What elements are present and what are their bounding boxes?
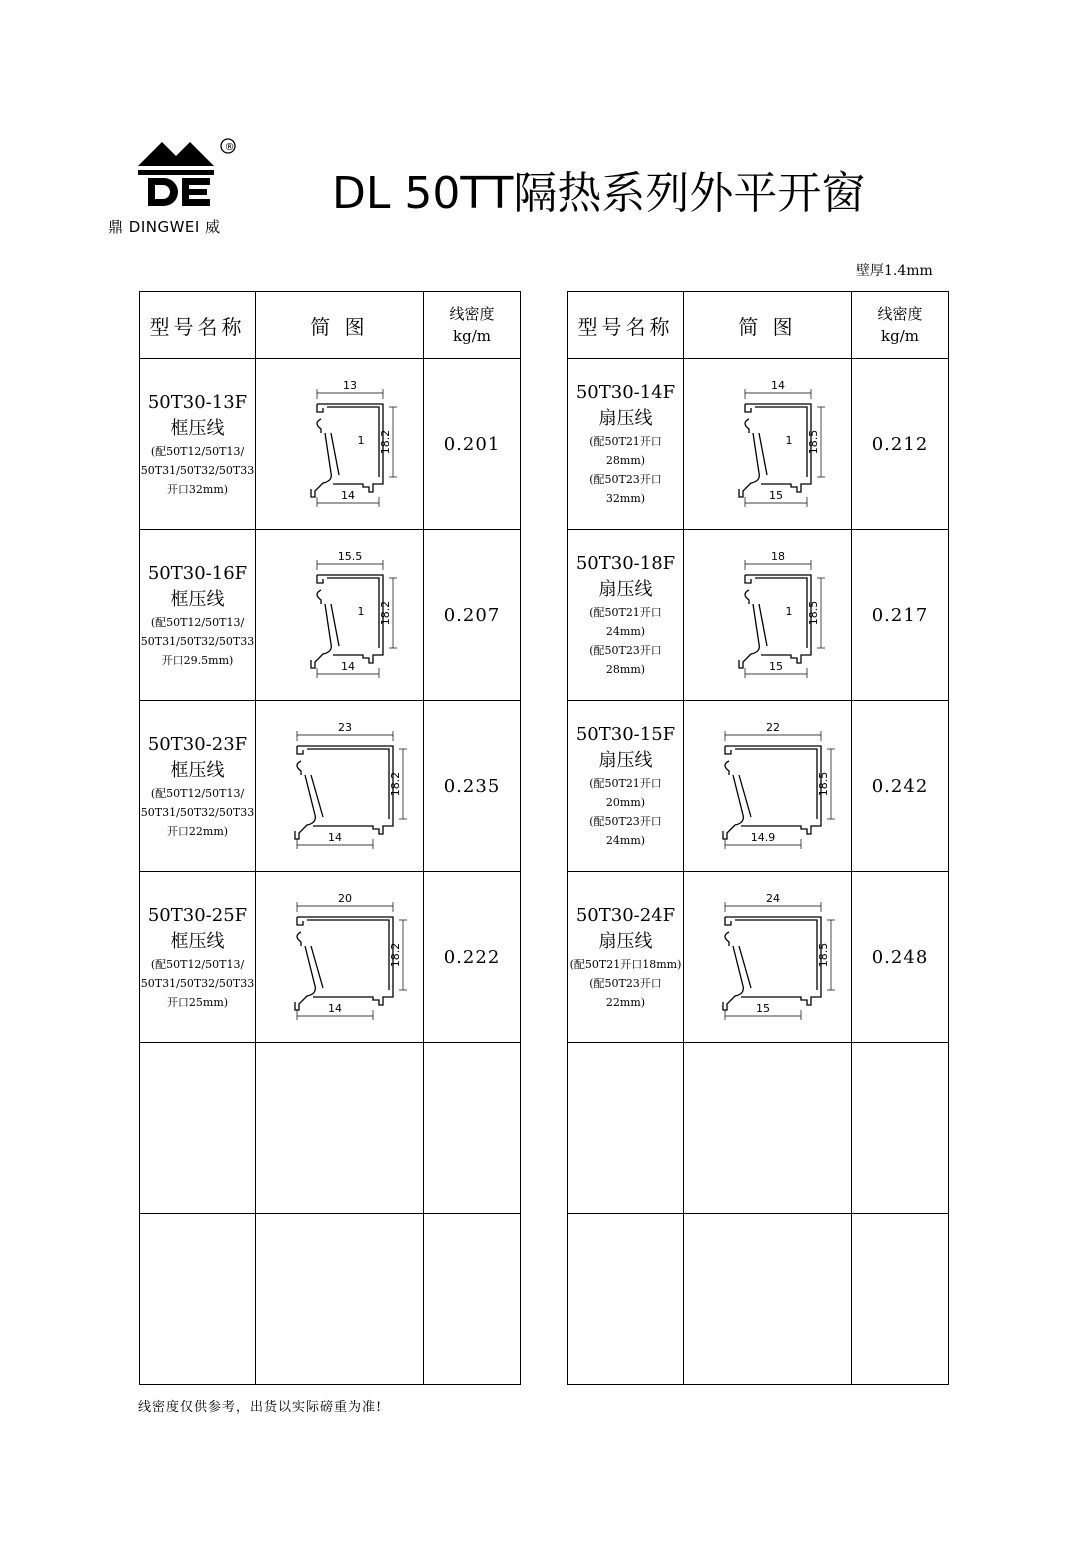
diagram-cell — [256, 1214, 424, 1385]
table-row — [140, 1043, 521, 1214]
density-cell — [424, 359, 521, 530]
header-model: 型号名称 — [140, 292, 256, 359]
diagram-cell — [684, 701, 852, 872]
dimension-top-label: 24 — [765, 892, 780, 905]
model-cell — [568, 359, 684, 530]
profile-name: 框压线 — [170, 930, 225, 952]
svg-text:®: ® — [224, 142, 235, 153]
density-cell — [852, 530, 949, 701]
profile-diagram — [693, 711, 843, 861]
model-cell — [140, 1214, 256, 1385]
dimension-height-label: 18.5 — [816, 771, 830, 797]
density-cell — [852, 701, 949, 872]
diagram-cell — [684, 1043, 852, 1214]
table-row — [140, 530, 521, 701]
profile-table-left — [139, 291, 521, 1385]
footer-note: 线密度仅供参考，出货以实际磅重为准! — [138, 1400, 383, 1415]
model-code: 50T30-18F — [575, 553, 676, 574]
model-code: 50T30-16F — [147, 562, 248, 584]
wall-thickness: 壁厚1.4mm — [856, 263, 933, 279]
dimension-top-label: 18 — [770, 550, 785, 563]
model-cell — [568, 872, 684, 1043]
density-cell — [424, 530, 521, 701]
profile-diagram — [693, 369, 843, 519]
profile-name: 框压线 — [170, 588, 225, 610]
model-cell — [140, 1043, 256, 1214]
dimension-bottom-label: 14 — [327, 1002, 342, 1015]
profile-diagram — [265, 711, 415, 861]
compatibility-note: 28mm) — [605, 663, 646, 676]
compatibility-note: 24mm) — [605, 625, 646, 638]
table-row — [140, 359, 521, 530]
compatibility-note: 24mm) — [605, 834, 646, 847]
dimension-gap-label: 1 — [785, 605, 792, 618]
compatibility-note: 22mm) — [605, 995, 646, 1009]
dimension-height-label: 18.2 — [388, 942, 402, 968]
brand-logo — [108, 132, 258, 242]
dimension-gap-label: 1 — [785, 434, 792, 447]
profile-outline — [295, 917, 393, 1010]
dimension-top-label: 15.5 — [337, 550, 362, 563]
density-cell — [424, 1043, 521, 1214]
profile-name: 扇压线 — [598, 408, 653, 429]
density-cell — [852, 1043, 949, 1214]
table-row — [568, 530, 949, 701]
dimension-top-label: 14 — [770, 379, 785, 392]
model-cell — [140, 530, 256, 701]
dimension-bottom-label: 14 — [340, 660, 355, 673]
compatibility-note: (配50T23开口 — [589, 976, 662, 990]
diagram-cell — [256, 872, 424, 1043]
profile-outline — [739, 575, 811, 668]
dimension-top-label: 23 — [337, 721, 352, 734]
compatibility-note: 50T31/50T32/50T33 — [140, 463, 255, 477]
density-cell — [424, 872, 521, 1043]
density-cell — [852, 359, 949, 530]
table-row — [568, 1043, 949, 1214]
diagram-cell — [256, 701, 424, 872]
profile-outline — [739, 404, 811, 497]
diagram-cell — [684, 1214, 852, 1385]
density-value: 0.222 — [443, 946, 501, 968]
diagram-cell — [684, 530, 852, 701]
profile-outline — [723, 917, 821, 1010]
brand-name: 鼎 DINGWEI 威 — [108, 218, 221, 236]
diagram-cell — [684, 359, 852, 530]
profile-name: 框压线 — [170, 417, 225, 439]
dimension-bottom-label: 15 — [768, 660, 783, 673]
density-cell — [424, 1214, 521, 1385]
density-value: 0.242 — [871, 775, 929, 797]
profile-diagram — [265, 882, 415, 1032]
profile-outline — [723, 746, 821, 839]
compatibility-note: (配50T21开口 — [589, 435, 662, 448]
compatibility-note: (配50T23开口 — [589, 473, 662, 486]
profile-outline — [311, 575, 383, 668]
compatibility-note: 50T31/50T32/50T33 — [140, 634, 255, 648]
header-model: 型号名称 — [568, 292, 684, 359]
profile-name: 框压线 — [170, 759, 225, 781]
compatibility-note: 32mm) — [605, 492, 646, 505]
compatibility-note: (配50T12/50T13/ — [150, 957, 245, 971]
table-row — [140, 1214, 521, 1385]
header-density: 线密度 kg/m — [424, 292, 521, 359]
table-row — [140, 701, 521, 872]
model-cell — [140, 872, 256, 1043]
dimension-bottom-label: 14 — [340, 489, 355, 502]
profile-name: 扇压线 — [598, 930, 653, 952]
compatibility-note: (配50T12/50T13/ — [150, 786, 245, 800]
table-row — [140, 872, 521, 1043]
model-code: 50T30-14F — [575, 382, 676, 403]
compatibility-note: (配50T12/50T13/ — [150, 615, 245, 629]
compatibility-note: (配50T21开口18mm) — [569, 957, 682, 971]
compatibility-note: (配50T23开口 — [589, 815, 662, 828]
compatibility-note: 28mm) — [605, 454, 646, 467]
compatibility-note: (配50T21开口 — [589, 777, 662, 790]
dimension-height-label: 18.2 — [388, 771, 402, 797]
diagram-cell — [256, 359, 424, 530]
table-row — [568, 359, 949, 530]
diagram-cell — [256, 530, 424, 701]
density-value: 0.217 — [871, 604, 929, 626]
compatibility-note: 开口32mm) — [166, 482, 229, 496]
density-cell — [852, 1214, 949, 1385]
dimension-bottom-label: 15 — [768, 489, 783, 502]
density-value: 0.235 — [443, 775, 501, 797]
model-cell — [140, 701, 256, 872]
page-title: DL 50TT隔热系列外平开窗 — [332, 168, 866, 219]
dimension-top-label: 20 — [337, 892, 352, 905]
model-cell — [568, 1214, 684, 1385]
diagram-cell — [684, 872, 852, 1043]
compatibility-note: (配50T23开口 — [589, 644, 662, 657]
dimension-gap-label: 1 — [357, 605, 364, 618]
model-cell — [568, 1043, 684, 1214]
table-row — [568, 1214, 949, 1385]
profile-diagram — [265, 369, 415, 519]
compatibility-note: 开口29.5mm) — [161, 653, 234, 667]
dimension-height-label: 18.5 — [816, 942, 830, 968]
model-cell — [568, 530, 684, 701]
density-value: 0.201 — [443, 433, 501, 455]
compatibility-note: 50T31/50T32/50T33 — [140, 805, 255, 819]
diagram-cell — [256, 1043, 424, 1214]
profile-diagram — [693, 540, 843, 690]
profile-name: 扇压线 — [598, 579, 653, 600]
density-cell — [424, 701, 521, 872]
table-row — [568, 701, 949, 872]
dimension-top-label: 13 — [342, 379, 357, 392]
header-diagram: 简 图 — [684, 292, 852, 359]
model-code: 50T30-23F — [147, 733, 248, 755]
model-code: 50T30-25F — [147, 904, 248, 926]
dimension-bottom-label: 14.9 — [750, 831, 775, 844]
density-value: 0.212 — [871, 433, 929, 455]
model-cell — [568, 701, 684, 872]
density-value: 0.248 — [871, 946, 929, 968]
profile-name: 扇压线 — [598, 750, 653, 771]
dimension-height-label: 18.5 — [806, 600, 820, 626]
compatibility-note: 20mm) — [605, 796, 646, 809]
compatibility-note: 开口25mm) — [166, 995, 229, 1009]
dimension-bottom-label: 15 — [755, 1002, 770, 1015]
dimension-height-label: 18.5 — [806, 429, 820, 455]
profile-outline — [311, 404, 383, 497]
model-code: 50T30-15F — [575, 724, 676, 745]
dimension-height-label: 18.2 — [378, 600, 392, 626]
compatibility-note: (配50T12/50T13/ — [150, 444, 245, 458]
profile-outline — [295, 746, 393, 839]
density-cell — [852, 872, 949, 1043]
table-row — [568, 872, 949, 1043]
compatibility-note: 开口22mm) — [166, 824, 229, 838]
compatibility-note: 50T31/50T32/50T33 — [140, 976, 255, 990]
header-density: 线密度 kg/m — [852, 292, 949, 359]
model-code: 50T30-24F — [575, 904, 676, 926]
dimension-top-label: 22 — [765, 721, 780, 734]
dimension-gap-label: 1 — [357, 434, 364, 447]
model-cell — [140, 359, 256, 530]
compatibility-note: (配50T21开口 — [589, 606, 662, 619]
dimension-height-label: 18.2 — [378, 429, 392, 455]
profile-table-right — [567, 291, 949, 1385]
profile-diagram — [265, 540, 415, 690]
header-diagram: 简 图 — [256, 292, 424, 359]
profile-diagram — [693, 882, 843, 1032]
density-value: 0.207 — [443, 604, 501, 626]
model-code: 50T30-13F — [147, 391, 248, 413]
dimension-bottom-label: 14 — [327, 831, 342, 844]
dingwei-logo-icon — [136, 136, 246, 212]
